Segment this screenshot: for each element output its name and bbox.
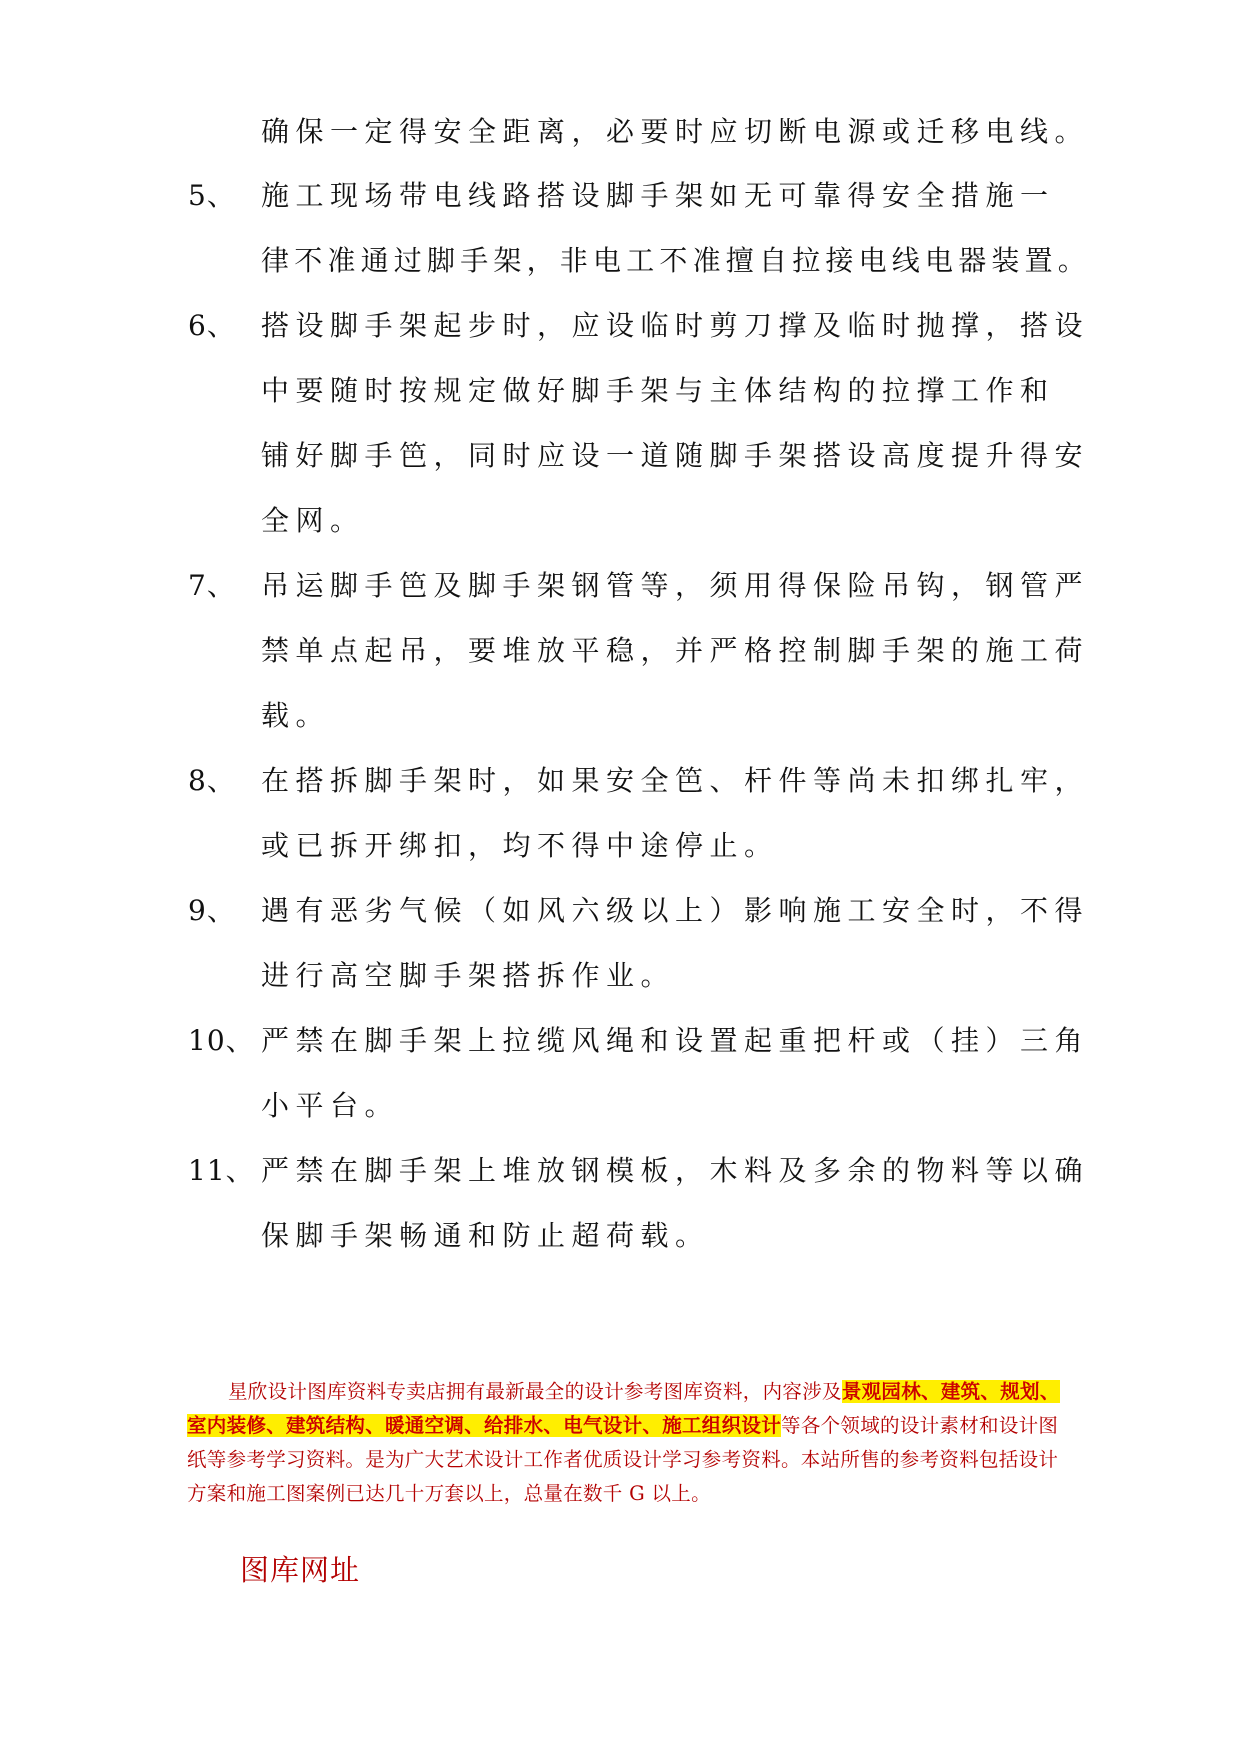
doc-line-6: 铺好脚手笆，同时应设一道随脚手架搭设高度提升得安: [261, 439, 1090, 472]
item-number-6: 6、: [188, 309, 236, 342]
doc-line-3: 律不准通过脚手架，非电工不准擅自拉接电线电器装置。: [261, 244, 1092, 277]
doc-line-15: 严禁在脚手架上拉缆风绳和设置起重把杆或（挂）三角: [261, 1024, 1090, 1057]
doc-line-7: 全网。: [261, 504, 365, 537]
item-number-7: 7、: [188, 569, 236, 602]
item-number-8: 8、: [188, 764, 236, 797]
item-number-10: 10、: [188, 1024, 255, 1057]
doc-line-8: 吊运脚手笆及脚手架钢管等，须用得保险吊钩，钢管严: [261, 569, 1090, 602]
doc-line-18: 保脚手架畅通和防止超荷载。: [261, 1219, 710, 1252]
doc-line-2: 施工现场带电线路搭设脚手架如无可靠得安全措施一: [261, 179, 1055, 212]
doc-line-14: 进行高空脚手架搭拆作业。: [261, 959, 676, 992]
doc-line-16: 小平台。: [261, 1089, 400, 1122]
doc-line-5: 中要随时按规定做好脚手架与主体结构的拉撑工作和: [261, 374, 1055, 407]
ad-highlight: 景观园林、建筑、规划、室内装修、建筑结构、暖通空调、给排水、电气设计、施工组织设计: [187, 1380, 1060, 1437]
item-number-11: 11、: [188, 1154, 255, 1187]
item-number-5: 5、: [188, 179, 236, 212]
ad-text-part1: 星欣设计图库资料专卖店拥有最新最全的设计参考图库资料，内容涉及: [228, 1380, 842, 1403]
doc-line-4: 搭设脚手架起步时，应设临时剪刀撑及临时抛撑，搭设: [261, 309, 1090, 342]
doc-line-17: 严禁在脚手架上堆放钢模板，木料及多余的物料等以确: [261, 1154, 1090, 1187]
doc-line-13: 遇有恶劣气候（如风六级以上）影响施工安全时，不得: [261, 894, 1090, 927]
doc-line-12: 或已拆开绑扣，均不得中途停止。: [261, 829, 779, 862]
item-number-9: 9、: [188, 894, 236, 927]
doc-line-1: 确保一定得安全距离，必要时应切断电源或迁移电线。: [261, 115, 1090, 148]
ad-paragraph: [187, 1375, 1067, 1511]
doc-line-11: 在搭拆脚手架时，如果安全笆、杆件等尚未扣绑扎牢，: [261, 764, 1090, 797]
doc-line-9: 禁单点起吊，要堆放平稳，并严格控制脚手架的施工荷: [261, 634, 1090, 667]
ad-text-part2: 等各个领域的设计素材和设计图纸等参考学习资料。是为广大艺术设计工作者优质设计学习参考资料。本站所售的参考资料包括设计方案和施工图案例已达几十万套以上，总量在数千 G 以上。: [187, 1414, 1059, 1505]
gallery-url-link[interactable]: 图库网址: [240, 1553, 361, 1587]
doc-line-10: 载。: [261, 699, 331, 732]
